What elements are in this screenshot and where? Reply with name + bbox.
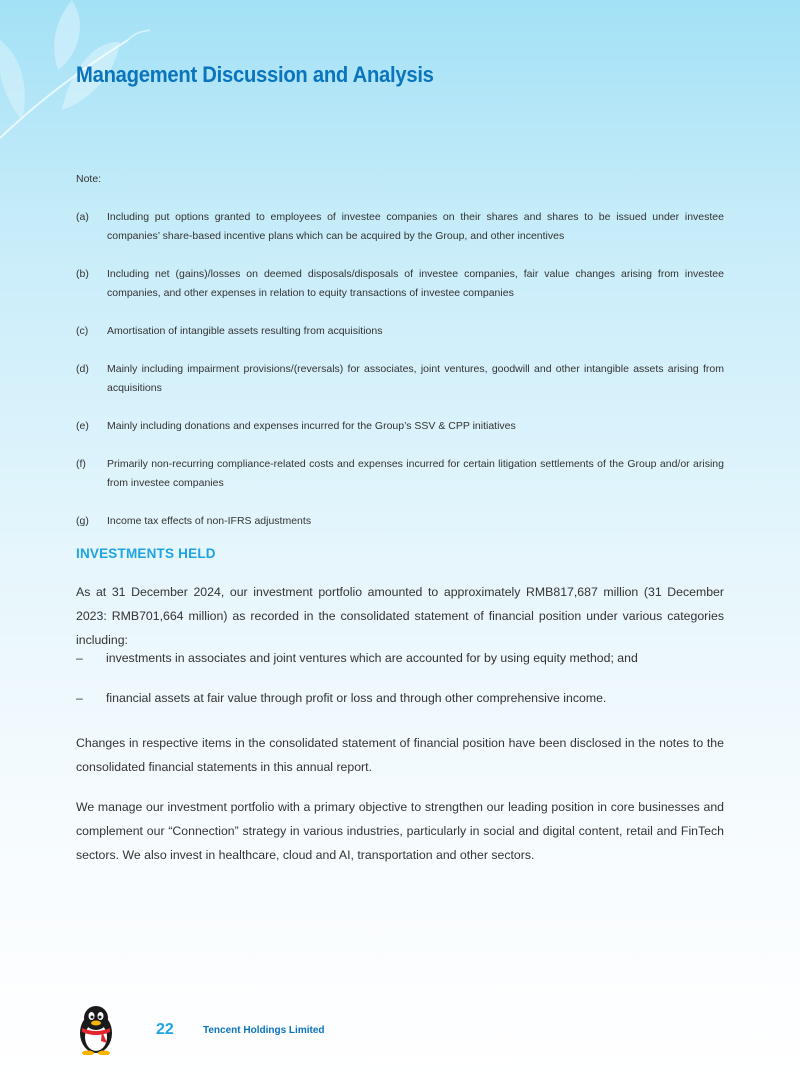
bullet-dash: –: [76, 691, 83, 705]
note-item: [76, 512, 724, 531]
note-text: Income tax effects of non-IFRS adjustments: [107, 515, 312, 527]
investments-paragraph-strategy: We manage our investment portfolio with a primary objective to strengthen our leading position in core businesses and complement our “Connection” strategy in various industries, particularly in social and digital content, retail and FinTech sectors. We also invest in healthcare, cloud and AI, transportation and other sectors.: [76, 800, 724, 862]
investments-paragraph-changes: Changes in respective items in the consolidated statement of financial position have been disclosed in the notes to the consolidated financial statements in this annual report.: [76, 736, 724, 774]
note-text: Amortisation of intangible assets resulting from acquisitions: [107, 325, 383, 337]
note-marker: (a): [76, 211, 89, 223]
note-text: Including net (gains)/losses on deemed disposals/disposals of investee companies, fair value changes arising from investee companies, and other expenses in relation to equity transactions of investee companies: [107, 268, 724, 299]
note-item: [76, 455, 724, 493]
bullet-text: investments in associates and joint ventures which are accounted for by using equity method; and: [106, 651, 638, 665]
section-heading-investments: INVESTMENTS HELD: [76, 546, 216, 561]
note-marker: (e): [76, 420, 89, 432]
note-item: [76, 360, 724, 398]
bullet-text: financial assets at fair value through profit or loss and through other comprehensive income.: [106, 691, 607, 705]
page-number: 22: [156, 1021, 174, 1038]
note-item: [76, 322, 724, 341]
note-text: Mainly including impairment provisions/(reversals) for associates, joint ventures, goodwill and other intangible assets arising from acquisitions: [107, 363, 724, 394]
note-text: Including put options granted to employees of investee companies on their shares and shares to be issued under investee companies’ share-based incentive plans which can be acquired by the Group, and other incentives: [107, 211, 724, 242]
bullet-item: [76, 646, 724, 670]
note-marker: (b): [76, 268, 89, 280]
bullet-dash: –: [76, 651, 83, 665]
note-text: Primarily non-recurring compliance-related costs and expenses incurred for certain litigation settlements of the Group and/or arising from investee companies: [107, 458, 724, 489]
company-name: Tencent Holdings Limited: [203, 1025, 325, 1036]
note-item: [76, 265, 724, 303]
note-item: [76, 208, 724, 246]
bullet-item: [76, 686, 724, 710]
notes-list: [76, 208, 724, 550]
note-text: Mainly including donations and expenses incurred for the Group’s SSV & CPP initiatives: [107, 420, 516, 432]
note-marker: (c): [76, 325, 89, 337]
note-marker: (d): [76, 363, 89, 375]
investments-intro-paragraph: As at 31 December 2024, our investment portfolio amounted to approximately RMB817,687 million (31 December 2023: RMB701,664 million) as recorded in the consolidated statement of financial position under various categories including:: [76, 585, 724, 647]
note-marker: (f): [76, 458, 86, 470]
page-title: Management Discussion and Analysis: [76, 62, 434, 87]
note-marker: (g): [76, 515, 89, 527]
note-item: [76, 417, 724, 436]
penguin-mascot-icon: [74, 1003, 118, 1055]
notes-label: Note:: [76, 173, 102, 185]
